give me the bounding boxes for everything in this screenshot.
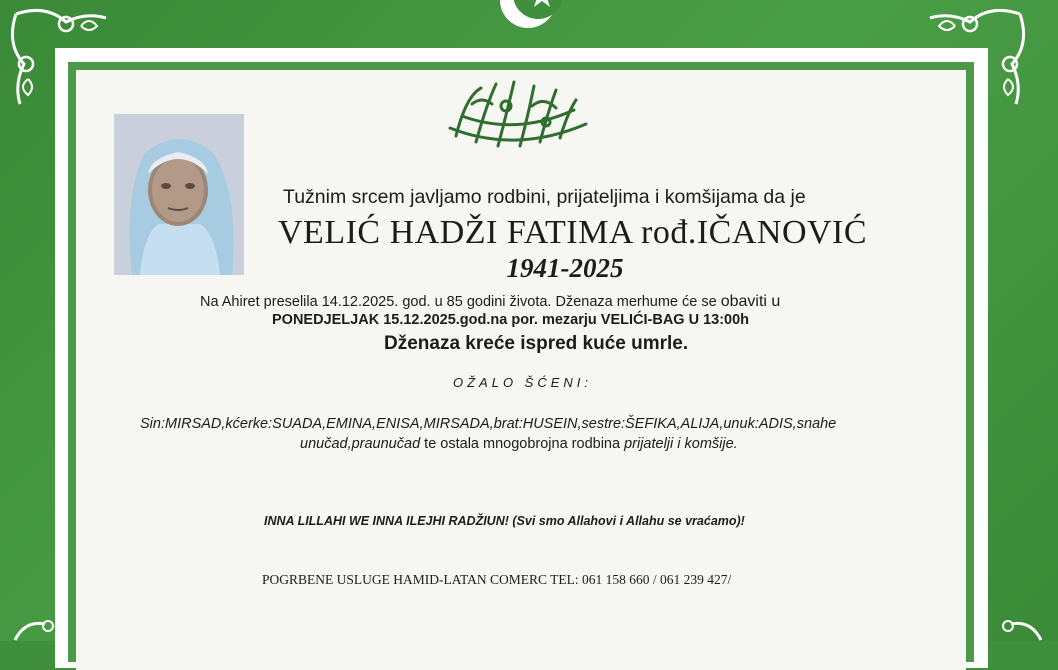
procession-line: Dženaza kreće ispred kuće umrle.: [384, 333, 689, 354]
mourners-heading: OŽALO ŠĆENI:: [453, 375, 593, 390]
prayer-text: INNA LILLAHI WE INNA ILEJHI RADŽIUN! (Svi smo Allahovi i Allahu se vraćamo)!: [264, 514, 745, 528]
burial-line: PONEDJELJAK 15.12.2025.god.na por. mezarju VELIĆI-BAG U 13:00h: [272, 312, 750, 328]
death-date-line: [200, 293, 780, 311]
family-line-2-c: prijatelji i komšije.: [624, 436, 738, 452]
life-years: 1941-2025: [506, 253, 624, 283]
crescent-star-icon: [486, 0, 596, 42]
funeral-service-text: POGRBENE USLUGE HAMID-LATAN COMERC TEL: 061 158 660 / 061 239 427/: [262, 572, 732, 587]
death-date-text: Na Ahiret preselila 14.12.2025. god. u 85 godini života. Dženaza merhume će se: [200, 294, 721, 310]
death-date-text-end: obaviti u: [720, 293, 781, 310]
arabic-calligraphy-icon: [436, 76, 596, 158]
deceased-name: VELIĆ HADŽI FATIMA rođ.IČANOVIĆ: [278, 214, 868, 251]
family-line-2: [300, 436, 738, 452]
ornament-bottom-right-icon: [996, 612, 1046, 641]
ornament-bottom-left-icon: [10, 612, 60, 641]
portrait-image: [114, 114, 244, 275]
family-line-2-b: te ostala mnogobrojna rodbina: [420, 436, 625, 452]
family-line-2-a: unučad,praunučad: [300, 436, 421, 452]
family-line-1: Sin:MIRSAD,kćerke:SUADA,EMINA,ENISA,MIRSADA,brat:HUSEIN,sestre:ŠEFIKA,ALIJA,unuk:ADIS,snahe: [140, 416, 837, 432]
portrait-photo: [114, 114, 244, 275]
intro-text: Tužnim srcem javljamo rodbini, prijateljima i komšijama da je: [283, 186, 806, 208]
